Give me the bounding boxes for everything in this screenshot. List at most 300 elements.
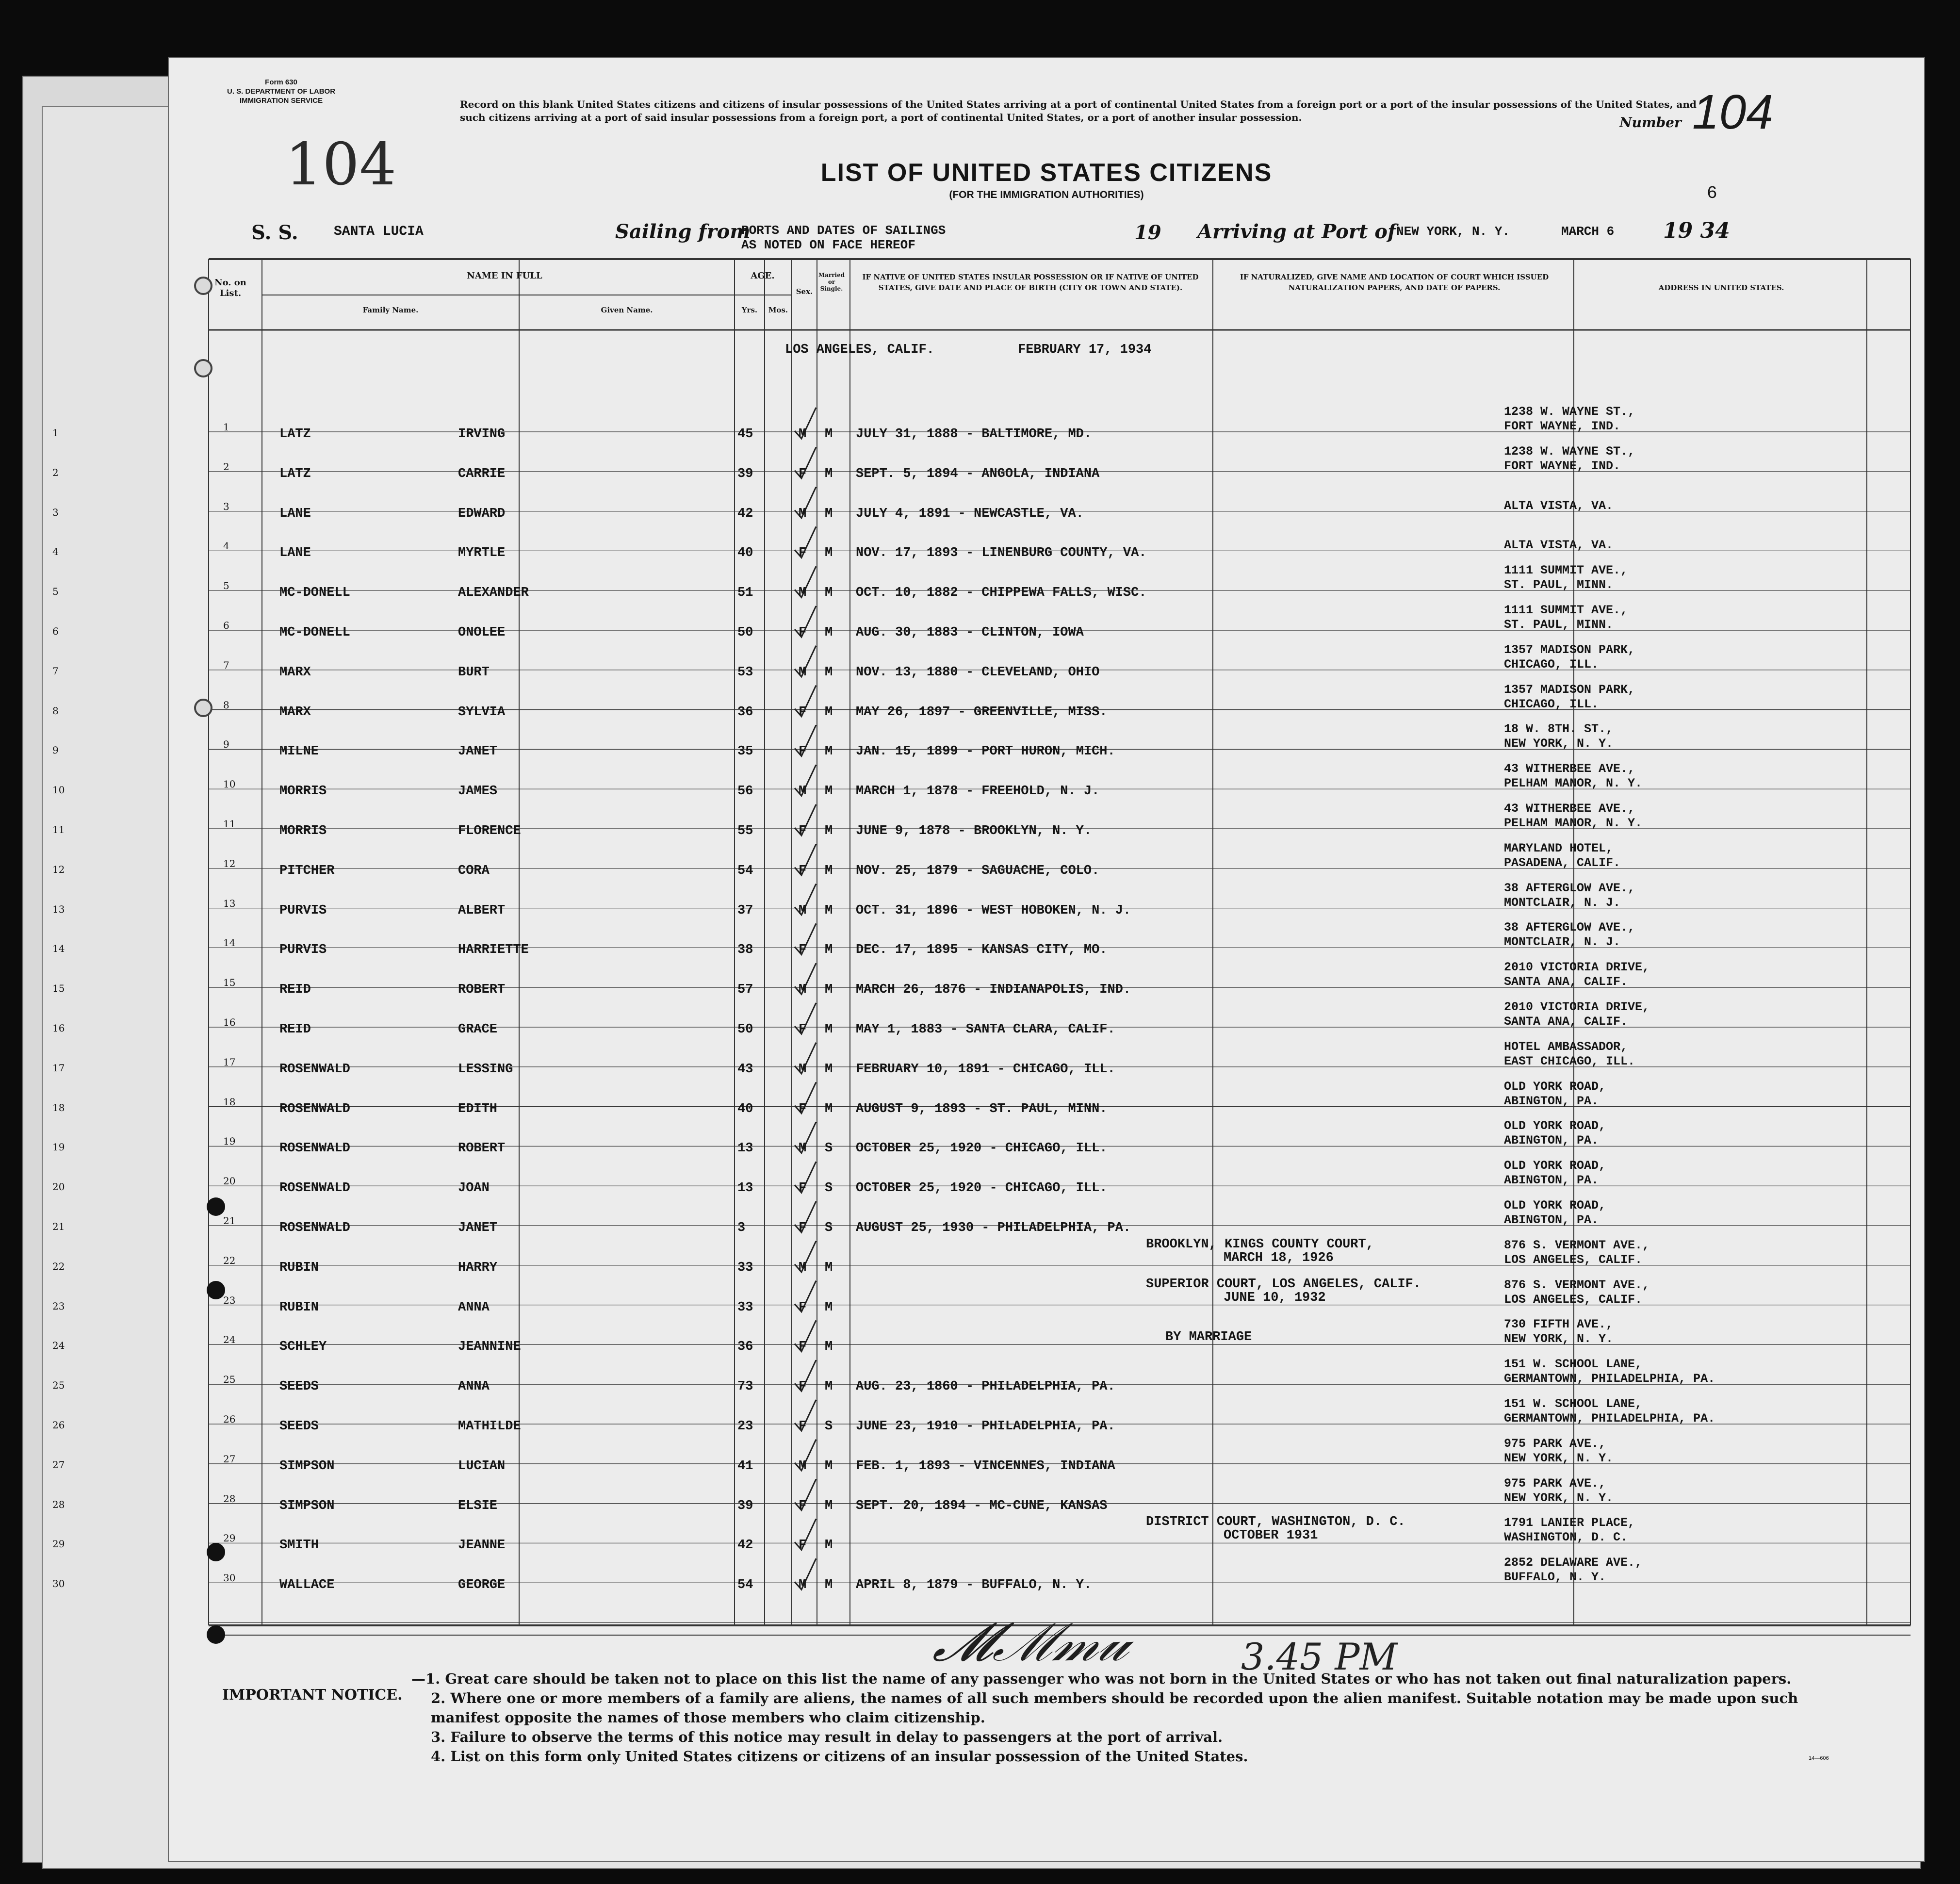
birth-date-place: SEPT. 5, 1894 - ANGOLA, INDIANA	[856, 466, 1100, 481]
sex: F	[799, 1379, 807, 1394]
number-label: Number	[1619, 115, 1682, 131]
age-years: 36	[737, 1340, 753, 1355]
marital-status: M	[825, 625, 833, 640]
given-name: LUCIAN	[458, 1458, 506, 1474]
given-name: ROBERT	[458, 1141, 506, 1156]
age-years: 56	[737, 784, 753, 799]
marital-status: S	[825, 1181, 833, 1196]
row-number: 17	[223, 1056, 236, 1068]
address-line2: LOS ANGELES, CALIF.	[1504, 1252, 1643, 1267]
marital-status: M	[825, 824, 833, 838]
row-number: 29	[223, 1532, 236, 1544]
col-family-name: Family Name.	[362, 306, 419, 314]
row-number-back: 1	[52, 427, 59, 439]
given-name: GEORGE	[458, 1578, 506, 1593]
row-number: 2	[223, 460, 229, 473]
marital-status: M	[825, 1300, 833, 1315]
birth-date-place: NOV. 25, 1879 - SAGUACHE, COLO.	[856, 863, 1100, 878]
age-years: 38	[737, 943, 753, 958]
age-years: 35	[737, 744, 753, 759]
ship-name: SANTA LUCIA	[334, 224, 424, 239]
age-years: 3	[737, 1221, 746, 1235]
address-line1: 151 W. SCHOOL LANE,	[1504, 1357, 1643, 1372]
address-line2: CHICAGO, ILL.	[1504, 657, 1599, 672]
given-name: HARRY	[458, 1260, 498, 1275]
given-name: GRACE	[458, 1022, 498, 1037]
row-number-back: 3	[52, 506, 59, 518]
col-name-in-full: NAME IN FULL	[467, 271, 542, 281]
binder-hole	[207, 1281, 225, 1299]
age-years: 50	[737, 1022, 753, 1037]
birth-date-place: MARCH 26, 1876 - INDIANAPOLIS, IND.	[856, 983, 1131, 998]
address-line1: 18 W. 8TH. ST.,	[1504, 722, 1614, 737]
birth-date-place: SEPT. 20, 1894 - MC-CUNE, KANSAS	[856, 1498, 1108, 1513]
family-name: LANE	[279, 546, 311, 561]
family-name: RUBIN	[279, 1260, 319, 1275]
address-line1: 1111 SUMMIT AVE.,	[1504, 563, 1628, 578]
address-line2: SANTA ANA, CALIF.	[1504, 1015, 1628, 1029]
sex: F	[799, 824, 807, 838]
address-line2: MONTCLAIR, N. J.	[1504, 935, 1621, 950]
family-name: MC-DONELL	[279, 586, 350, 601]
col-address: ADDRESS IN UNITED STATES.	[1658, 283, 1784, 292]
marital-status: M	[825, 1578, 833, 1593]
marital-status: M	[825, 1538, 833, 1553]
given-name: ONOLEE	[458, 625, 506, 640]
sailing-value-line2: AS NOTED ON FACE HEREOF	[741, 238, 915, 252]
birth-date-place: NOV. 17, 1893 - LINENBURG COUNTY, VA.	[856, 546, 1147, 561]
row-number: 30	[223, 1572, 236, 1584]
given-name: SYLVIA	[458, 704, 506, 720]
birth-date-place: MARCH 1, 1878 - FREEHOLD, N. J.	[856, 784, 1100, 799]
col-yrs: Yrs.	[741, 306, 758, 314]
family-name: ROSENWALD	[279, 1221, 350, 1235]
age-years: 73	[737, 1379, 753, 1394]
address-line1: 876 S. VERMONT AVE.,	[1504, 1278, 1650, 1292]
row-number-back: 18	[52, 1101, 65, 1114]
sex: M	[799, 1578, 807, 1593]
given-name: FLORENCE	[458, 824, 521, 838]
address-line2: SANTA ANA, CALIF.	[1504, 975, 1628, 989]
birth-date-place: AUGUST 9, 1893 - ST. PAUL, MINN.	[856, 1101, 1108, 1116]
family-name: LATZ	[279, 427, 311, 442]
row-number-back: 11	[52, 824, 65, 836]
given-name: JEANNE	[458, 1538, 506, 1553]
given-name: EDWARD	[458, 506, 506, 521]
address-line1: OLD YORK ROAD,	[1504, 1079, 1606, 1094]
family-name: MILNE	[279, 744, 319, 759]
address-line2: ABINGTON, PA.	[1504, 1213, 1599, 1227]
birth-date-place: MAY 1, 1883 - SANTA CLARA, CALIF.	[856, 1022, 1115, 1037]
col-given-name: Given Name.	[601, 306, 653, 314]
marital-status: S	[825, 1141, 833, 1156]
row-number-back: 7	[52, 665, 59, 677]
marital-status: M	[825, 704, 833, 720]
given-name: JAMES	[458, 784, 498, 799]
marital-status: M	[825, 1340, 833, 1355]
address-line1: 43 WITHERBEE AVE.,	[1504, 802, 1635, 816]
address-line1: 1238 W. WAYNE ST.,	[1504, 405, 1635, 419]
row-number-back: 19	[52, 1141, 65, 1153]
address-line1: OLD YORK ROAD,	[1504, 1198, 1606, 1212]
marital-status: S	[825, 1419, 833, 1434]
row-number-back: 25	[52, 1379, 65, 1392]
birth-date-place: OCT. 31, 1896 - WEST HOBOKEN, N. J.	[856, 903, 1131, 918]
sex: M	[799, 506, 807, 521]
important-notice	[222, 1669, 1872, 1766]
row-number: 1	[223, 421, 229, 433]
row-number: 12	[223, 857, 236, 869]
row-number-back: 10	[52, 784, 65, 796]
row-number-back: 23	[52, 1300, 65, 1312]
address-line1: 975 PARK AVE.,	[1504, 1436, 1606, 1451]
row-number: 11	[223, 818, 236, 830]
birth-date-place: JULY 4, 1891 - NEWCASTLE, VA.	[856, 506, 1084, 521]
page-title: LIST OF UNITED STATES CITIZENS	[820, 159, 1273, 187]
sex: M	[799, 427, 807, 442]
birth-date-place: APRIL 8, 1879 - BUFFALO, N. Y.	[856, 1578, 1092, 1593]
row-number-back: 17	[52, 1062, 65, 1074]
marital-status: M	[825, 903, 833, 918]
age-years: 45	[737, 427, 753, 442]
sex: F	[799, 546, 807, 561]
sex: F	[799, 1419, 807, 1434]
sex: F	[799, 466, 807, 481]
row-number-back: 21	[52, 1221, 65, 1232]
family-name: PITCHER	[279, 863, 335, 878]
address-line2: CHICAGO, ILL.	[1504, 697, 1599, 711]
address-line1: OLD YORK ROAD,	[1504, 1119, 1606, 1133]
marital-status: M	[825, 506, 833, 521]
family-name: SEEDS	[279, 1379, 319, 1394]
given-name: ALEXANDER	[458, 586, 529, 601]
family-name: MORRIS	[279, 824, 327, 838]
row-number-back: 16	[52, 1022, 65, 1034]
binder-hole	[194, 359, 212, 377]
row-number-back: 9	[52, 744, 59, 756]
notice-2: 2. Where one or more members of a family are aliens, the names of all such members should be recorded upon the alien manifest. Suitable notation may be made upon such manifest opposite the names of those members who claim citizenship.	[431, 1690, 1798, 1726]
row-number: 7	[223, 659, 229, 671]
birth-date-place: FEBRUARY 10, 1891 - CHICAGO, ILL.	[856, 1062, 1115, 1077]
inspector-signature: 𝓜ℳ𝓂𝓊	[929, 1611, 1137, 1673]
family-name: REID	[279, 983, 311, 998]
address-line2: ABINGTON, PA.	[1504, 1094, 1599, 1108]
age-years: 13	[737, 1141, 753, 1156]
marital-status: M	[825, 1498, 833, 1513]
row-number: 19	[223, 1135, 236, 1147]
binder-hole	[207, 1625, 225, 1644]
col-native-birth: IF NATIVE OF UNITED STATES INSULAR POSSESSION OR IF NATIVE OF UNITED STATES, GIVE DATE AND PLACE OF BIRTH (CITY OR TOWN AND STATE).	[862, 273, 1199, 292]
binder-hole	[207, 1543, 225, 1561]
address-line1: 43 WITHERBEE AVE.,	[1504, 762, 1635, 776]
marital-status: M	[825, 863, 833, 878]
row-number: 18	[223, 1096, 236, 1108]
family-name: SIMPSON	[279, 1458, 335, 1474]
given-name: IRVING	[458, 427, 506, 442]
address-line2: ALTA VISTA, VA.	[1504, 498, 1614, 513]
sailing-value-line1: PORTS AND DATES OF SAILINGS	[741, 223, 946, 238]
page-subtitle: (FOR THE IMMIGRATION AUTHORITIES)	[949, 189, 1144, 200]
row-number: 8	[223, 699, 229, 711]
address-line2: FORT WAYNE, IND.	[1504, 419, 1621, 433]
marital-status: M	[825, 1379, 833, 1394]
age-years: 41	[737, 1458, 753, 1474]
given-name: ELSIE	[458, 1498, 498, 1513]
age-years: 33	[737, 1260, 753, 1275]
family-name: RUBIN	[279, 1300, 319, 1315]
family-name: PURVIS	[279, 943, 327, 958]
marital-status: M	[825, 1022, 833, 1037]
sex: F	[799, 704, 807, 720]
naturalization-line1: DISTRICT COURT, WASHINGTON, D. C.	[1146, 1515, 1405, 1530]
age-years: 57	[737, 983, 753, 998]
handwritten-number: 104	[285, 131, 397, 198]
address-line1: 730 FIFTH AVE.,	[1504, 1317, 1614, 1332]
notice-4: 4. List on this form only United States citizens or citizens of an insular possession of the United States.	[431, 1748, 1248, 1765]
sex: F	[799, 863, 807, 878]
sex: F	[799, 1022, 807, 1037]
address-line2: PELHAM MANOR, N. Y.	[1504, 776, 1643, 791]
row-number: 9	[223, 738, 229, 751]
sex: M	[799, 665, 807, 680]
marital-status: M	[825, 586, 833, 601]
address-line2: GERMANTOWN, PHILADELPHIA, PA.	[1504, 1411, 1715, 1425]
given-name: ROBERT	[458, 983, 506, 998]
address-line2: ALTA VISTA, VA.	[1504, 538, 1614, 553]
marital-status: M	[825, 466, 833, 481]
age-years: 54	[737, 863, 753, 878]
marital-status: M	[825, 1062, 833, 1077]
row-number: 27	[223, 1453, 236, 1465]
row-number: 25	[223, 1374, 236, 1386]
address-line2: ABINGTON, PA.	[1504, 1133, 1599, 1148]
address-line1: OLD YORK ROAD,	[1504, 1159, 1606, 1173]
family-name: MORRIS	[279, 784, 327, 799]
age-years: 13	[737, 1181, 753, 1196]
given-name: JEANNINE	[458, 1340, 521, 1355]
address-line2: MONTCLAIR, N. J.	[1504, 895, 1621, 910]
age-years: 36	[737, 704, 753, 720]
marital-status: M	[825, 1260, 833, 1275]
address-line2: NEW YORK, N. Y.	[1504, 1491, 1614, 1505]
sex: F	[799, 1498, 807, 1513]
row-number-back: 22	[52, 1260, 65, 1272]
family-name: SMITH	[279, 1538, 319, 1553]
sailing-note-place: LOS ANGELES, CALIF.	[785, 343, 934, 357]
birth-date-place: OCTOBER 25, 1920 - CHICAGO, ILL.	[856, 1141, 1108, 1156]
col-mos: Mos.	[768, 306, 788, 314]
given-name: JOAN	[458, 1181, 490, 1196]
family-name: ROSENWALD	[279, 1181, 350, 1196]
address-line2: ABINGTON, PA.	[1504, 1173, 1599, 1188]
arriving-port: NEW YORK, N. Y.	[1396, 224, 1510, 239]
address-line1: 151 W. SCHOOL LANE,	[1504, 1397, 1643, 1411]
given-name: ALBERT	[458, 903, 506, 918]
sex: F	[799, 1538, 807, 1553]
naturalization-line2: MARCH 18, 1926	[1224, 1250, 1334, 1265]
sex: F	[799, 1221, 807, 1235]
address-line2: NEW YORK, N. Y.	[1504, 1332, 1614, 1346]
address-line2: WASHINGTON, D. C.	[1504, 1530, 1628, 1545]
age-years: 33	[737, 1300, 753, 1315]
age-years: 39	[737, 1498, 753, 1513]
address-line2: ST. PAUL, MINN.	[1504, 618, 1614, 632]
row-number-back: 6	[52, 625, 59, 637]
given-name: MYRTLE	[458, 546, 506, 561]
marital-status: M	[825, 1458, 833, 1474]
age-years: 40	[737, 546, 753, 561]
sex: M	[799, 1062, 807, 1077]
address-line1: 1791 LANIER PLACE,	[1504, 1516, 1635, 1530]
address-line2: LOS ANGELES, CALIF.	[1504, 1292, 1643, 1307]
sex: M	[799, 1141, 807, 1156]
row-number: 16	[223, 1016, 236, 1028]
age-years: 43	[737, 1062, 753, 1077]
sex: M	[799, 903, 807, 918]
age-years: 53	[737, 665, 753, 680]
ship-label: S. S.	[251, 221, 298, 244]
family-name: LANE	[279, 506, 311, 521]
col-age: AGE.	[751, 271, 775, 281]
manifest-page	[52, 57, 1925, 1862]
naturalization-line1: SUPERIOR COURT, LOS ANGELES, CALIF.	[1146, 1277, 1421, 1292]
given-name: LESSING	[458, 1062, 513, 1077]
family-name: WALLACE	[279, 1578, 335, 1593]
notice-3: 3. Failure to observe the terms of this notice may result in delay to passengers at the port of arrival.	[431, 1729, 1223, 1745]
birth-date-place: JUNE 9, 1878 - BROOKLYN, N. Y.	[856, 824, 1092, 838]
row-number: 26	[223, 1413, 236, 1425]
marital-status: M	[825, 427, 833, 442]
address-line1: 1238 W. WAYNE ST.,	[1504, 444, 1635, 459]
col-sex: Sex.	[796, 287, 813, 296]
sex: M	[799, 983, 807, 998]
age-years: 42	[737, 506, 753, 521]
naturalization-line1: BROOKLYN, KINGS COUNTY COURT,	[1146, 1237, 1374, 1252]
col-no-on-list: No. on List.	[214, 278, 246, 298]
row-number: 28	[223, 1492, 236, 1505]
age-years: 23	[737, 1419, 753, 1434]
birth-date-place: AUGUST 25, 1930 - PHILADELPHIA, PA.	[856, 1221, 1131, 1235]
sex: F	[799, 625, 807, 640]
given-name: HARRIETTE	[458, 943, 529, 958]
given-name: MATHILDE	[458, 1419, 521, 1434]
family-name: SEEDS	[279, 1419, 319, 1434]
row-number-back: 13	[52, 903, 65, 915]
birth-date-place: DEC. 17, 1895 - KANSAS CITY, MO.	[856, 943, 1108, 958]
sex: F	[799, 744, 807, 759]
sailing-label: Sailing from	[615, 220, 751, 243]
naturalization-line2: OCTOBER 1931	[1224, 1528, 1318, 1543]
sex: F	[799, 1340, 807, 1355]
row-number-back: 8	[52, 704, 59, 717]
address-line1: 2010 VICTORIA DRIVE,	[1504, 1000, 1650, 1014]
address-line1: 38 AFTERGLOW AVE.,	[1504, 920, 1635, 935]
row-number: 3	[223, 500, 229, 512]
row-number: 24	[223, 1334, 236, 1346]
row-number-back: 28	[52, 1498, 65, 1510]
family-name: ROSENWALD	[279, 1101, 350, 1116]
address-line2: GERMANTOWN, PHILADELPHIA, PA.	[1504, 1372, 1715, 1386]
age-years: 39	[737, 466, 753, 481]
arriving-label: Arriving at Port of	[1197, 220, 1396, 243]
sex: F	[799, 943, 807, 958]
row-number-back: 27	[52, 1458, 65, 1471]
address-line1: 2010 VICTORIA DRIVE,	[1504, 960, 1650, 975]
sailing-note-date: FEBRUARY 17, 1934	[1018, 343, 1152, 357]
marital-status: M	[825, 744, 833, 759]
col-naturalized: IF NATURALIZED, GIVE NAME AND LOCATION OF COURT WHICH ISSUED NATURALIZATION PAPERS, AND DATE OF PAPERS.	[1240, 273, 1549, 292]
row-number: 21	[223, 1215, 236, 1227]
sex: F	[799, 1300, 807, 1315]
address-line2: BUFFALO, N. Y.	[1504, 1570, 1606, 1585]
arriving-year: 19 34	[1663, 218, 1730, 243]
row-number-back: 15	[52, 983, 65, 995]
naturalization-line2: JUNE 10, 1932	[1224, 1290, 1326, 1305]
row-number: 20	[223, 1175, 236, 1187]
row-number-back: 20	[52, 1181, 65, 1193]
address-line1: 975 PARK AVE.,	[1504, 1476, 1606, 1491]
given-name: CORA	[458, 863, 490, 878]
notice-title: IMPORTANT NOTICE.	[222, 1687, 403, 1704]
row-number: 13	[223, 897, 236, 909]
binder-hole	[194, 699, 212, 717]
marital-status: M	[825, 665, 833, 680]
binder-hole	[194, 277, 212, 295]
marital-status: S	[825, 1221, 833, 1235]
birth-date-place: JUNE 23, 1910 - PHILADELPHIA, PA.	[856, 1419, 1115, 1434]
sex: M	[799, 1458, 807, 1474]
birth-date-place: MAY 26, 1897 - GREENVILLE, MISS.	[856, 704, 1108, 720]
row-number-back: 4	[52, 546, 59, 558]
address-line2: NEW YORK, N. Y.	[1504, 737, 1614, 751]
sex: F	[799, 1181, 807, 1196]
address-line1: 1357 MADISON PARK,	[1504, 642, 1635, 657]
sex: M	[799, 586, 807, 601]
address-line1: 38 AFTERGLOW AVE.,	[1504, 881, 1635, 895]
age-years: 37	[737, 903, 753, 918]
row-number-back: 2	[52, 466, 59, 478]
row-number: 10	[223, 778, 236, 790]
birth-date-place: NOV. 13, 1880 - CLEVELAND, OHIO	[856, 665, 1100, 680]
service: IMMIGRATION SERVICE	[239, 97, 323, 105]
address-line2: PASADENA, CALIF.	[1504, 855, 1621, 870]
family-name: SIMPSON	[279, 1498, 335, 1513]
sex: M	[799, 784, 807, 799]
row-number-back: 14	[52, 943, 65, 955]
marital-status: M	[825, 784, 833, 799]
family-name: MC-DONELL	[279, 625, 350, 640]
birth-date-place: OCT. 10, 1882 - CHIPPEWA FALLS, WISC.	[856, 586, 1147, 601]
row-number-back: 29	[52, 1538, 65, 1550]
given-name: EDITH	[458, 1101, 498, 1116]
row-number-back: 30	[52, 1578, 65, 1590]
marital-status: M	[825, 983, 833, 998]
marital-status: M	[825, 943, 833, 958]
age-years: 51	[737, 586, 753, 601]
row-number: 6	[223, 620, 229, 631]
given-name: CARRIE	[458, 466, 506, 481]
age-years: 54	[737, 1578, 753, 1593]
given-name: JANET	[458, 1221, 498, 1235]
sex: M	[799, 1260, 807, 1275]
row-number: 5	[223, 580, 229, 592]
row-number-back: 26	[52, 1419, 65, 1431]
birth-date-place: FEB. 1, 1893 - VINCENNES, INDIANA	[856, 1458, 1115, 1474]
time-note: 3.45 PM	[1241, 1635, 1398, 1678]
given-name: ANNA	[458, 1300, 490, 1315]
address-line1: 1357 MADISON PARK,	[1504, 682, 1635, 697]
given-name: ANNA	[458, 1379, 490, 1394]
